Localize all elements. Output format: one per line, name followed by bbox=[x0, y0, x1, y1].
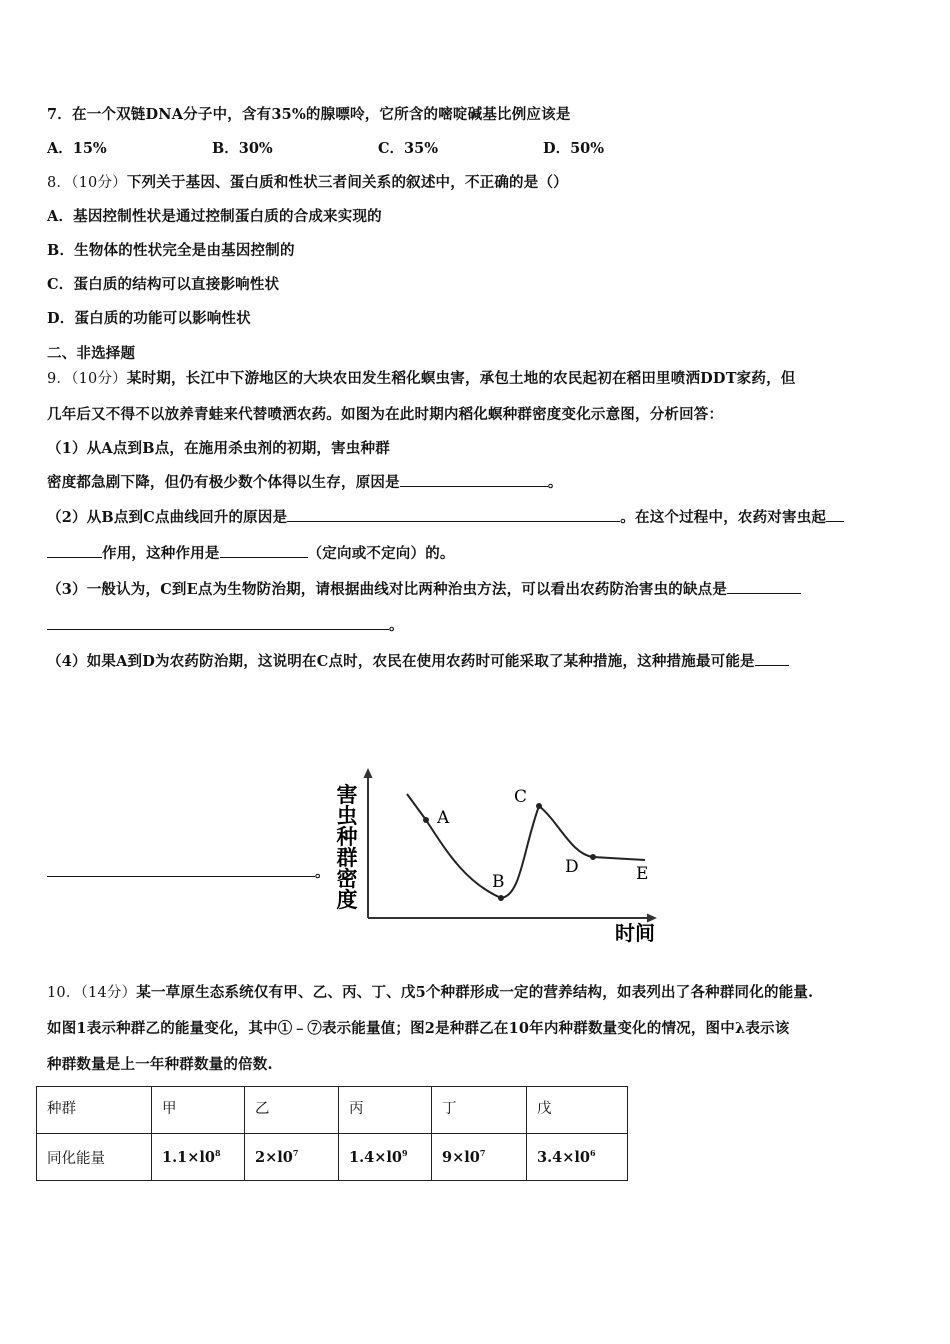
q8-text: 下列关于基因、蛋白质和性状三者间关系的叙述中，不正确的是（） bbox=[126, 174, 568, 191]
point-e-label: E bbox=[636, 864, 649, 884]
population-density-graph bbox=[325, 760, 670, 946]
table-cell bbox=[339, 1134, 432, 1181]
point-c-label: C bbox=[514, 787, 528, 807]
point-b-marker bbox=[498, 895, 504, 901]
q9-part1-line1: （1）从A点到B点，在施用杀虫剂的初期，害虫种群 bbox=[47, 440, 390, 457]
q8-option-c: C．蛋白质的结构可以直接影响性状 bbox=[47, 276, 280, 293]
period: 。 bbox=[547, 474, 563, 491]
period: 。 bbox=[315, 864, 330, 881]
answer-blank[interactable] bbox=[47, 543, 102, 558]
answer-blank[interactable] bbox=[287, 507, 620, 522]
q10-points: （14分） bbox=[80, 985, 137, 1001]
table-cell: 丁 bbox=[432, 1087, 527, 1134]
point-d-label: D bbox=[565, 857, 579, 877]
q8-number: 8． bbox=[47, 175, 72, 191]
q9-line1-text: 某时期，长江中下游地区的大块农田发生稻化螟虫害，承包土地的农民起初在稻田里喷洒DDT家药，但 bbox=[126, 370, 796, 387]
q10-stem-line3: 种群数量是上一年种群数量的倍数. bbox=[47, 1056, 273, 1073]
value-base: 1.1×l0 bbox=[162, 1148, 215, 1166]
q7-option-c: C．35% bbox=[378, 140, 438, 157]
answer-blank[interactable] bbox=[400, 472, 548, 487]
point-a-marker bbox=[423, 817, 429, 823]
q10-stem-line2: 如图1表示种群乙的能量变化，其中①﹣⑦表示能量值；图2是种群乙在10年内种群数量变化的情况，图中λ表示该 bbox=[47, 1020, 790, 1037]
value-exponent: 9 bbox=[401, 1148, 408, 1159]
q9-part2-line2 bbox=[47, 542, 455, 563]
table-cell bbox=[245, 1134, 339, 1181]
y-axis-label-char: 度 bbox=[336, 887, 358, 912]
q7-option-a: A．15% bbox=[47, 140, 107, 157]
q9-stem-line2: 几年后又不得不以放养青蛙来代替喷洒农药。如图为在此时期内稻化螟种群密度变化示意图，分析回答： bbox=[47, 406, 724, 423]
q9-part2-line1 bbox=[47, 506, 844, 527]
table-cell bbox=[152, 1134, 245, 1181]
answer-blank[interactable] bbox=[47, 862, 315, 877]
q7-option-d: D．50% bbox=[543, 140, 605, 157]
value-exponent: 6 bbox=[589, 1148, 596, 1159]
value-exponent: 7 bbox=[479, 1148, 486, 1159]
q9-stem-line1 bbox=[47, 367, 795, 388]
table-row bbox=[37, 1134, 628, 1181]
q9-part1-line2 bbox=[47, 471, 563, 492]
q8-option-b: B．生物体的性状完全是由基因控制的 bbox=[47, 242, 295, 259]
point-b-label: B bbox=[492, 872, 505, 892]
q9-part4-text: （4）如果A到D为农药防治期，这说明在C点时，农民在使用农药时可能采取了某种措施，这种措施最可能是 bbox=[47, 653, 755, 670]
table-cell: 甲 bbox=[152, 1087, 245, 1134]
q9-part3-line1 bbox=[47, 578, 801, 599]
point-a-label: A bbox=[437, 808, 450, 828]
q8-stem bbox=[47, 171, 568, 192]
q9-part2-text-b: 。在这个过程中，农药对害虫起 bbox=[620, 509, 827, 526]
value-base: 2×l0 bbox=[255, 1148, 293, 1166]
y-axis-label-char: 密 bbox=[336, 866, 358, 891]
answer-blank[interactable] bbox=[727, 579, 801, 594]
axes bbox=[364, 768, 658, 923]
energy-table bbox=[36, 1086, 628, 1181]
table-cell: 种群 bbox=[37, 1087, 152, 1134]
answer-blank[interactable] bbox=[755, 651, 789, 666]
q9-part2-text-c: 作用，这种作用是 bbox=[102, 545, 220, 562]
q9-points: （10分） bbox=[71, 371, 127, 387]
table-header-row bbox=[37, 1087, 628, 1134]
q8-option-a: A．基因控制性状是通过控制蛋白质的合成来实现的 bbox=[47, 208, 382, 225]
y-axis-label-char: 害 bbox=[336, 782, 358, 807]
table-cell: 同化能量 bbox=[37, 1134, 152, 1181]
q9-part3-text: （3）一般认为，C到E点为生物防治期，请根据曲线对比两种治虫方法，可以看出农药防治害虫的缺点是 bbox=[47, 581, 728, 598]
q8-option-d: D．蛋白质的功能可以影响性状 bbox=[47, 310, 251, 327]
table-cell: 丙 bbox=[339, 1087, 432, 1134]
q9-number: 9． bbox=[47, 371, 72, 387]
point-c-marker bbox=[536, 803, 542, 809]
answer-blank[interactable] bbox=[220, 543, 308, 558]
value-base: 9×l0 bbox=[442, 1148, 480, 1166]
x-axis-label: 时间 bbox=[615, 921, 655, 945]
q7-stem: 7．在一个双链DNA分子中，含有35%的腺嘌呤，它所含的嘧啶碱基比例应该是 bbox=[47, 106, 571, 123]
value-exponent: 7 bbox=[292, 1148, 299, 1159]
y-axis-label-char: 种 bbox=[336, 824, 358, 849]
value-base: 3.4×l0 bbox=[537, 1148, 590, 1166]
table-cell bbox=[527, 1134, 628, 1181]
q10-number: 10． bbox=[47, 985, 81, 1001]
y-axis-label-char: 群 bbox=[336, 845, 358, 870]
q9-part4-line1 bbox=[47, 650, 789, 671]
value-exponent: 8 bbox=[214, 1148, 221, 1159]
q9-part2-text-d: （定向或不定向）的。 bbox=[307, 545, 455, 562]
q10-line1-text: 某一草原生态系统仅有甲、乙、丙、丁、戊5个种群形成一定的营养结构，如表列出了各种群同化的能量. bbox=[136, 984, 814, 1001]
answer-blank[interactable] bbox=[826, 507, 844, 522]
q9-part4-line2 bbox=[47, 861, 330, 882]
point-d-marker bbox=[590, 854, 596, 860]
q10-stem-line1 bbox=[47, 981, 813, 1002]
table-cell bbox=[432, 1134, 527, 1181]
value-base: 1.4×l0 bbox=[349, 1148, 402, 1166]
period: 。 bbox=[389, 617, 404, 634]
q9-part2-text-a: （2）从B点到C点曲线回升的原因是 bbox=[47, 509, 288, 526]
table-cell: 戊 bbox=[527, 1087, 628, 1134]
y-axis-label-char: 虫 bbox=[336, 803, 358, 828]
q9-part1-text: 密度都急剧下降，但仍有极少数个体得以生存，原因是 bbox=[47, 474, 400, 491]
table-cell: 乙 bbox=[245, 1087, 339, 1134]
q8-points: （10分） bbox=[71, 175, 127, 191]
q7-option-b: B．30% bbox=[212, 140, 273, 157]
q9-part3-line2 bbox=[47, 614, 404, 635]
section-heading: 二、非选择题 bbox=[47, 345, 136, 362]
answer-blank[interactable] bbox=[47, 615, 389, 630]
